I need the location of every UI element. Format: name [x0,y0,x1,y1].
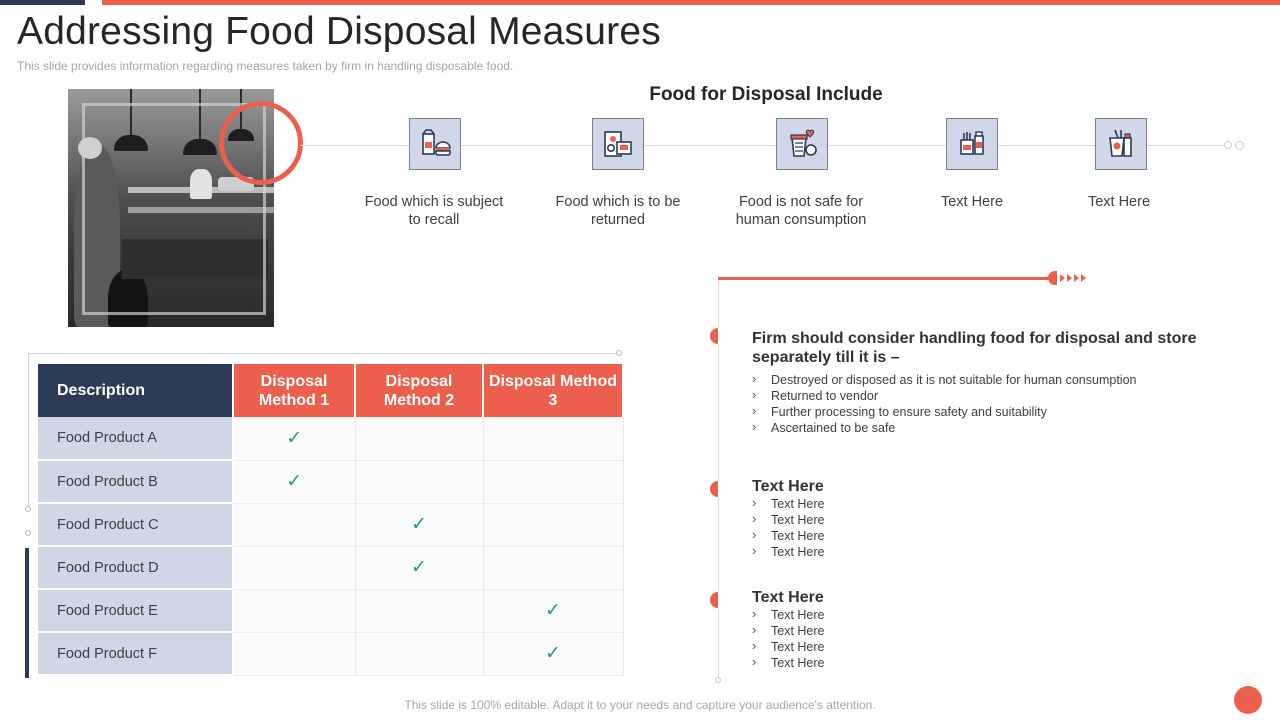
list-item: › Text Here [752,512,825,528]
row-description: Food Product A [38,417,233,460]
list-item: › Text Here [752,544,825,560]
timeline-marker-icon [710,592,726,608]
row-description: Food Product E [38,589,233,632]
include-item-label: Text Here [1087,194,1151,210]
timeline-end-dot [715,677,721,683]
page-title: Addressing Food Disposal Measures [17,10,661,53]
row-description: Food Product D [38,546,233,589]
list-item: › Text Here [752,496,825,512]
method-1-cell [233,503,355,546]
timeline-chevron-icon [1067,274,1072,282]
method-2-cell [355,632,483,675]
column-header-method-2: Disposal Method 2 [355,364,483,417]
check-icon: ✓ [545,643,561,664]
check-icon: ✓ [411,557,427,578]
timeline-marker-icon [710,481,726,497]
table-row [38,503,623,546]
bracket-dot [616,350,622,356]
timeline-chevron-icon [1081,274,1086,282]
photo-highlight-ring [219,101,303,185]
grocery-return-icon [592,118,644,170]
bracket-dot [25,530,31,536]
fast-food-icon [1095,118,1147,170]
list-item: › Returned to vendor [752,388,1136,404]
column-header-method-3: Disposal Method 3 [483,364,623,417]
table-row [38,589,623,632]
corner-accent-dot [1234,686,1262,714]
block-heading: Text Here [752,589,824,606]
include-item-label: Text Here [940,194,1004,210]
top-accent-bar-dark [0,0,85,5]
include-heading: Food for Disposal Include [649,84,883,105]
list-item: › Text Here [752,528,825,544]
list-item: › Further processing to ensure safety and suitability [752,404,1136,420]
method-3-cell [483,460,623,503]
table-row [38,632,623,675]
block-list [752,496,825,560]
table-row [38,417,623,460]
list-item: › Ascertained to be safe [752,420,1136,436]
timeline-arrow-knob [1048,271,1057,285]
disposal-methods-table [38,364,624,676]
block-heading: Firm should consider handling food for disposal and store separately till it is – [752,330,1197,366]
top-accent-bar-red [102,0,1280,5]
unsafe-food-icon [776,118,828,170]
method-2-cell [355,546,483,589]
check-icon: ✓ [286,427,303,449]
column-header-description: Description [38,364,233,417]
table-header-row [38,364,623,417]
timeline-chevron-icon [1060,274,1065,282]
table-accent-bar [25,548,29,678]
fries-drink-icon [946,118,998,170]
include-item-label: Food is not safe for human consumption [735,194,867,228]
bracket-dot [25,506,31,512]
list-item: › Text Here [752,623,825,639]
method-3-cell [483,503,623,546]
method-2-cell [355,589,483,632]
row-description: Food Product B [38,460,233,503]
page-subtitle: This slide provides information regarding measures taken by firm in handling disposable food. [17,59,514,73]
include-item-label: Food which is to be returned [555,194,681,228]
include-item-label: Food which is subject to recall [364,194,504,228]
method-1-cell [233,546,355,589]
timeline-arrow-line [718,277,1052,280]
footer-note: This slide is 100% editable. Adapt it to your needs and capture your audience's attention. [404,698,876,712]
check-icon: ✓ [545,600,561,621]
table-row [38,460,623,503]
block-list [752,607,825,671]
method-3-cell [483,417,623,460]
method-3-cell [483,589,623,632]
block-heading: Text Here [752,478,824,495]
method-1-cell [233,460,355,503]
connector-end-dot [1224,141,1232,149]
row-description: Food Product C [38,503,233,546]
column-header-method-1: Disposal Method 1 [233,364,355,417]
list-item: › Destroyed or disposed as it is not suitable for human consumption [752,372,1136,388]
food-packages-icon [409,118,461,170]
method-1-cell [233,417,355,460]
list-item: › Text Here [752,607,825,623]
method-3-cell [483,546,623,589]
method-1-cell [233,589,355,632]
method-2-cell [355,417,483,460]
table-row [38,546,623,589]
list-item: › Text Here [752,639,825,655]
check-icon: ✓ [286,471,303,492]
connector-end-dot [1235,141,1244,150]
method-1-cell [233,632,355,675]
row-description: Food Product F [38,632,233,675]
method-2-cell [355,503,483,546]
method-2-cell [355,460,483,503]
block-list [752,372,1136,436]
timeline-marker-icon [710,328,726,344]
list-item: › Text Here [752,655,825,671]
method-3-cell [483,632,623,675]
check-icon: ✓ [411,514,427,535]
timeline-chevron-icon [1074,274,1079,282]
